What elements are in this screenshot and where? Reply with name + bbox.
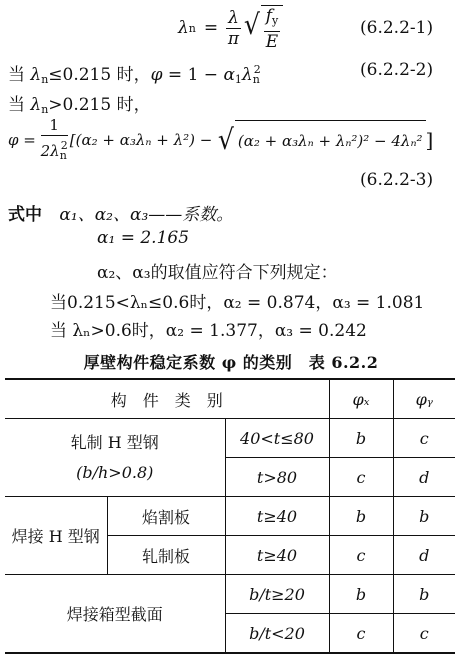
table-row	[5, 575, 455, 614]
fraction-numerator: 1	[41, 115, 68, 136]
phi-x-value: c	[329, 458, 393, 497]
denominator-superscript: 2	[60, 138, 68, 152]
equation-6-2-2-1	[178, 4, 283, 52]
lambda-symbol: λ	[178, 18, 189, 38]
lambda-symbol-2: λ	[241, 65, 253, 85]
subcategory-name: 焰割板	[107, 497, 225, 536]
thickness-condition: t>80	[225, 458, 329, 497]
bracket-close: ]	[425, 128, 434, 152]
phi-x-value: b	[329, 575, 393, 614]
lambda-over-pi	[226, 8, 241, 49]
category-name: 焊接 H 型钢	[5, 497, 107, 575]
table-header-row	[5, 379, 455, 419]
alpha-subscript: 1	[234, 73, 242, 86]
condition-text: ≤0.215 时，	[48, 65, 151, 85]
equation-number-1: (6.2.2-1)	[360, 18, 434, 38]
lambda-symbol: λ	[30, 95, 42, 115]
header-phi-y: φᵧ	[393, 379, 455, 419]
table-title: 厚壁构件稳定系数 φ 的类别 表 6.2.2	[83, 353, 379, 372]
phi-x-value: b	[329, 419, 393, 458]
category-note: (b/h>0.8)	[76, 462, 154, 482]
equation-6-2-2-3	[8, 116, 433, 164]
lambda-symbol: λ	[30, 65, 42, 85]
header-phi-x: φₓ	[329, 379, 393, 419]
y-subscript: y	[272, 13, 279, 27]
e-symbol: E	[265, 31, 279, 52]
square-root	[217, 120, 426, 160]
f-symbol: f	[265, 5, 273, 26]
lambda-subscript: n	[41, 73, 49, 86]
coefficient-symbols: α₁、α₂、α₃——系数。	[59, 205, 234, 225]
fraction-denominator: 2λ	[40, 141, 60, 160]
phi-y-value: c	[393, 614, 455, 654]
radical-sign-icon: √	[243, 7, 260, 41]
equation-number-2: (6.2.2-2)	[360, 60, 434, 80]
dang-label: 当	[8, 65, 25, 85]
category-name: 焊接箱型截面	[5, 575, 225, 654]
table-row	[5, 419, 455, 458]
condition-2: 当 λₙ>0.6时，α₂ = 1.377，α₃ = 0.242	[50, 321, 367, 341]
lambda-subscript: n	[188, 21, 196, 35]
category-name: 轧制 H 型钢	[70, 432, 159, 452]
fraction-numerator: λ	[228, 7, 239, 28]
square-root	[243, 5, 283, 52]
thickness-condition: b/t<20	[225, 614, 329, 654]
phi-x-value: b	[329, 497, 393, 536]
thickness-condition: t≥40	[225, 497, 329, 536]
condition-line-3	[8, 90, 151, 116]
thickness-condition: b/t≥20	[225, 575, 329, 614]
rule-intro: α₂、α₃的取值应符合下列规定：	[97, 263, 338, 283]
phi-y-value: d	[393, 536, 455, 575]
phi-y-value: b	[393, 575, 455, 614]
equals-sign: =	[18, 131, 41, 149]
phi-y-value: c	[393, 419, 455, 458]
lambda-superscript: 2	[253, 63, 261, 76]
equation-6-2-2-2	[8, 60, 261, 86]
bracket-expression: [(α₂ + α₃λₙ + λ²) −	[69, 131, 218, 149]
phi-symbol: φ	[150, 65, 163, 85]
alpha-symbol: α	[223, 65, 235, 85]
condition-text: >0.215 时，	[48, 95, 151, 115]
radical-sign-icon: √	[217, 123, 234, 156]
phi-y-value: d	[393, 458, 455, 497]
header-category: 构 件 类 别	[5, 379, 329, 419]
rhs-text: = 1 −	[162, 65, 224, 85]
where-label: 式中	[8, 205, 42, 225]
lambda-subscript-2: n	[252, 73, 260, 86]
alpha1-value: α₁ = 2.165	[97, 228, 190, 248]
phi-symbol: φ	[8, 131, 19, 149]
where-clause	[8, 200, 233, 225]
phi-y-value: b	[393, 497, 455, 536]
fy-over-e	[264, 6, 281, 52]
thickness-condition: t≥40	[225, 536, 329, 575]
lambda-subscript: n	[41, 103, 49, 116]
stability-category-table	[5, 378, 455, 654]
equation-number-3: (6.2.2-3)	[360, 170, 434, 190]
condition-1: 当0.215<λₙ≤0.6时，α₂ = 0.874，α₃ = 1.081	[50, 293, 425, 313]
phi-x-value: c	[329, 536, 393, 575]
thickness-condition: 40<t≤80	[225, 419, 329, 458]
subcategory-name: 轧制板	[107, 536, 225, 575]
category-cell	[5, 419, 225, 497]
phi-x-value: c	[329, 614, 393, 654]
dang-label: 当	[8, 95, 25, 115]
fraction-denominator: π	[227, 28, 240, 49]
denominator-subscript: n	[59, 148, 67, 162]
root-content: (α₂ + α₃λₙ + λₙ²)² − 4λₙ²	[235, 120, 426, 160]
one-over-two-lambda	[41, 115, 68, 166]
equals-sign: =	[203, 18, 219, 38]
table-row	[5, 497, 455, 536]
